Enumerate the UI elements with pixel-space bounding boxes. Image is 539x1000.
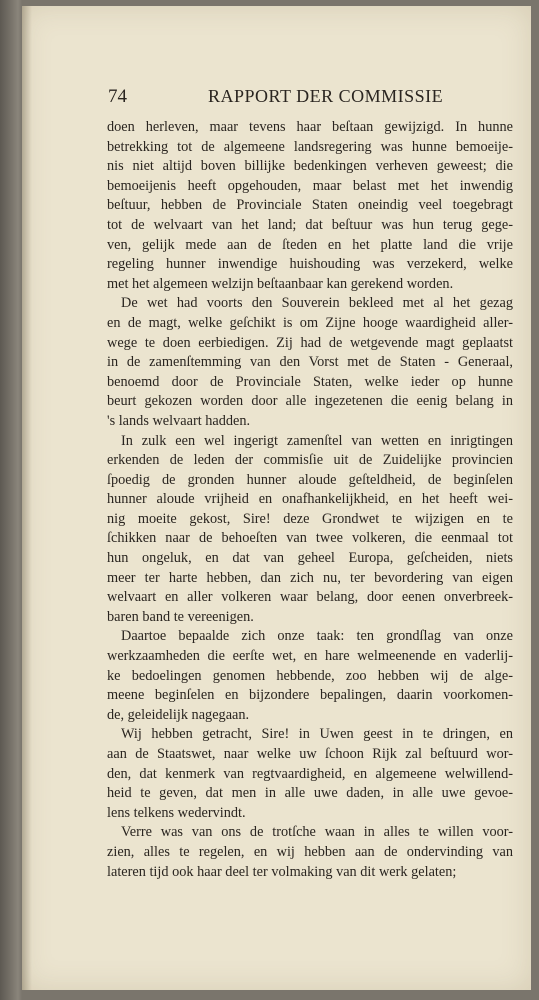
text-line: Daartoe bepaalde zich onze taak: ten grondſlag van onze	[121, 628, 513, 645]
text-line: lens telkens wedervindt.	[107, 804, 246, 821]
text-line: tot de welvaart van het land; dat beſtuur was hun terug gege-	[107, 216, 513, 233]
paragraph	[107, 823, 513, 882]
running-title: RAPPORT DER COMMISSIE	[208, 86, 444, 106]
text-line: zien, alles te regelen, en wij hebben aan de ondervinding van	[107, 843, 513, 860]
text-line: aan de Staatswet, naar welke uw ſchoon Rijk zal beſtuurd wor-	[107, 746, 513, 762]
text-line: ke bedoelingen genomen hebbende, zoo hebben wij de alge-	[107, 667, 513, 684]
text-line: baren band te vereenigen.	[107, 608, 254, 625]
text-line: in de zamenſtemming van den Vorst met de Staten - Generaal,	[107, 354, 513, 371]
text-line: werkzaamheden die eerſte wet, en hare welmeenende en vaderlij-	[107, 648, 513, 665]
text-line: betrekking tot de algemeene landsregering was hunne bemoeije-	[107, 138, 513, 155]
paragraph	[107, 432, 513, 628]
text-line: wege te doen eerbiedigen. Zij had de wetgevende magt geplaatst	[107, 334, 513, 351]
text-line: hun ongeluk, en dat van geheel Europa, geſcheiden, niets	[107, 550, 513, 567]
text-line: meene beginſelen en bijzondere bepalingen, daarin voorkomen-	[107, 687, 513, 704]
text-line: 's lands welvaart hadden.	[107, 412, 251, 429]
body-text	[107, 118, 513, 882]
text-line: erkenden de leden der commisſie uit de Zuidelijke provincien	[107, 452, 513, 469]
text-line: nis niet altijd boven billijke bedenkingen verheven geweest; die	[107, 158, 513, 175]
text-line: met het algemeen welzijn beſtaanbaar kan gerekend worden.	[107, 275, 454, 292]
paragraph	[107, 294, 513, 431]
text-line: Wij hebben getracht, Sire! in Uwen geest in te dringen, en	[121, 726, 513, 743]
text-line: heid te geven, dat men in alle uwe daden, in alle uwe gevoe-	[107, 785, 513, 802]
page-header	[108, 86, 513, 112]
text-line: ſchikken naar de behoeſten van twee volkeren, die eenmaal tot	[107, 530, 513, 547]
text-line: Verre was van ons de trotſche waan in alles te willen voor-	[121, 824, 513, 841]
text-line: beurt gekozen worden door alle ingezetenen die eenig belang in	[107, 393, 513, 410]
text-line: lateren tijd ook haar deel ter volmaking van dit werk gelaten;	[107, 863, 457, 880]
paragraph	[107, 118, 513, 294]
text-line: ven, gelijk mede aan de ſteden en het platte land die vrije	[107, 236, 513, 253]
text-line: In zulk een wel ingerigt zamenſtel van wetten en inrigtingen	[121, 432, 513, 449]
text-line: beſtuur, hebben de Provinciale Staten oneindig veel toegebragt	[107, 197, 513, 214]
page-number: 74	[108, 86, 127, 107]
page-gutter-shadow	[22, 6, 32, 990]
text-line: doen herleven, maar tevens haar beſtaan gewijzigd. In hunne	[107, 119, 513, 135]
text-line: De wet had voorts den Souverein bekleed met al het gezag	[121, 295, 513, 312]
text-line: welvaart en aller volkeren waar belang, door eenen onverbreek-	[107, 589, 513, 606]
text-line: meer ter harte hebben, dan zich nu, ter bevordering van eigen	[107, 569, 513, 586]
text-line: den, dat kenmerk van regtvaardigheid, en algemeene welwillend-	[107, 765, 513, 782]
text-line: en de magt, welke geſchikt is om Zijne hooge waardigheid aller-	[107, 314, 513, 331]
text-line: regeling hunner inwendige huishouding was verzekerd, welke	[107, 256, 513, 273]
text-line: bemoeijenis heeft opgehouden, maar belast met het inwendig	[107, 177, 513, 194]
text-line: de, geleidelijk nagegaan.	[107, 706, 250, 723]
text-line: nig moeite gekost, Sire! deze Grondwet te wijzigen en te	[107, 510, 513, 527]
paragraph	[107, 627, 513, 725]
paragraph	[107, 725, 513, 823]
text-line: hunner aloude vrijheid en onafhankelijkheid, en het heeft wei-	[107, 491, 513, 508]
text-line: ſpoedig de gronden hunner aloude geſteldheid, de beginſelen	[107, 471, 513, 488]
text-line: benoemd door de Provinciale Staten, welke ieder op hunne	[107, 373, 513, 390]
